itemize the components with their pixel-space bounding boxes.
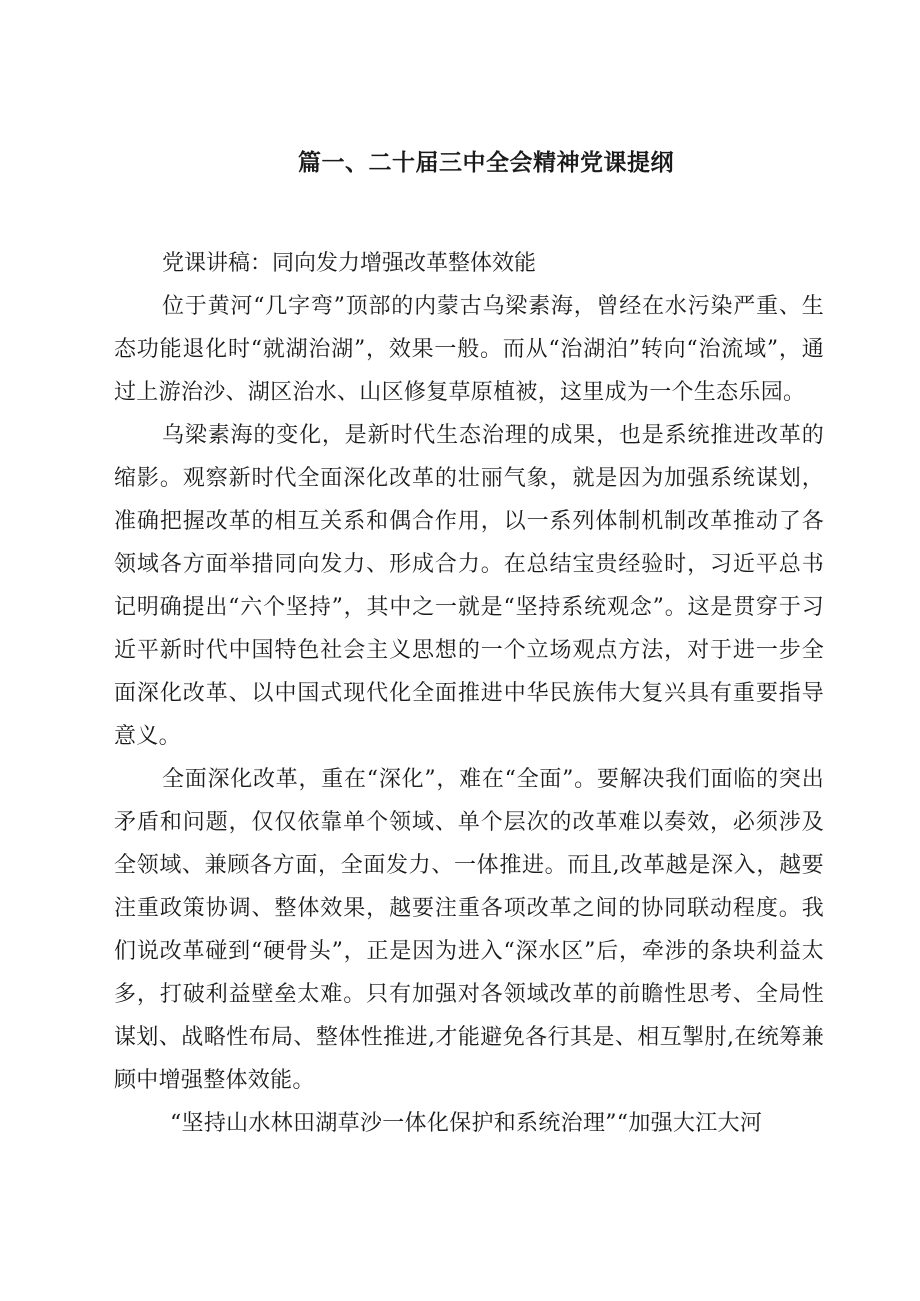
document-subtitle: 党课讲稿：同向发力增强改革整体效能 bbox=[162, 251, 537, 276]
paragraph-4: “坚持山水林田湖草沙一体化保护和系统治理”“加强大江大河 bbox=[170, 1111, 763, 1136]
paragraph-3: 全面深化改革，重在“深化”，难在“全面”。要解决我们面临的突出矛盾和问题，仅仅依靠单个领域、单个层次的改革难以奏效，必须涉及全领域、兼顾各方面，全面发力、一体推进。而且,改革越是深入，越要注重政策协调、整体效果，越要注重各项改革之间的协同联动程度。我们说改革碰到“硬骨头”，正是因为进入“深水区”后，牵涉的条块利益太多，打破利益壁垒太难。只有加强对各领域改革的前瞻性思考、全局性谋划、战略性布局、整体性推进,才能避免各行其是、相互掣肘,在统筹兼顾中增强整体效能。 bbox=[114, 767, 824, 1093]
document-title: 篇一、二十届三中全会精神党课提纲 bbox=[298, 149, 674, 176]
paragraph-1: 位于黄河“几字弯”顶部的内蒙古乌梁素海，曾经在水污染严重、生态功能退化时“就湖治湖”，效果一般。而从“治湖泊”转向“治流域”，通过上游治沙、湖区治水、山区修复草原植被，这里成为一个生态乐园。 bbox=[114, 294, 824, 405]
paragraph-2: 乌梁素海的变化，是新时代生态治理的成果，也是系统推进改革的缩影。观察新时代全面深化改革的壮丽气象，就是因为加强系统谋划，准确把握改革的相互关系和偶合作用，以一系列体制机制改革推动了各领域各方面举措同向发力、形成合力。在总结宝贵经验时，习近平总书记明确提出“六个坚持”，其中之一就是“坚持系统观念”。这是贯穿于习近平新时代中国特色社会主义思想的一个立场观点方法，对于进一步全面深化改革、以中国式现代化全面推进中华民族伟大复兴具有重要指导意义。 bbox=[114, 423, 824, 749]
